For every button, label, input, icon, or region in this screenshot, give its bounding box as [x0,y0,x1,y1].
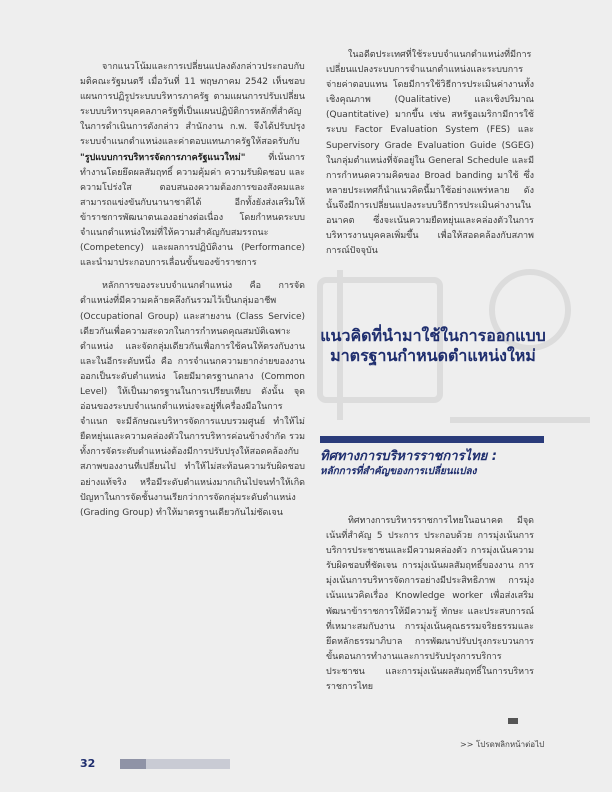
subsection-rule [320,436,544,443]
left-column [80,60,305,529]
page-number: 32 [80,757,96,770]
right-paragraph-top: ในอดีตประเทศที่ใช้ระบบจำแนกตำแหน่งที่มีการเปลี่ยนแปลงระบบการจำแนกตำแหน่งและระบบการจ่ายค่าตอบแทน โดยมีการใช้วิธีการประเมินค่างานทั้งเชิงคุณภาพ (Qualitative) และเชิงปริมาณ (Quantitative) มากขึ้น เช่น สหรัฐอเมริกามีการใช้ระบบ Factor Evaluation System (FES) และ Supervisory Grade Evaluation Guide (SGEG) ในกลุ่มตำแหน่งที่จัดอยู่ใน General Schedule และมีการกำหนดความคิดของ Broad banding มาใช้ ซึ่งหลายประเทศก็นำแนวคิดนี้มาใช้อย่างแพร่หลาย ดังนั้นจึงมีการเปลี่ยนแปลงระบบวิธีการประเมินค่างานในอนาคต ซึ่งจะเน้นความยืดหยุ่นและคล่องตัวในการบริหารงานบุคคลเพิ่มขึ้น เพื่อให้สอดคล้องกับสภาพการณ์ปัจจุบัน [326,50,534,257]
left-paragraph-1-text: จากแนวโน้มและการเปลี่ยนแปลงดังกล่าวประกอบกับมติคณะรัฐมนตรี เมื่อวันที่ 11 พฤษภาคม 2542 เห็นชอบแผนการปฏิรูประบบบริหารภาครัฐ ตามแผนการปรับเปลี่ยนระบบบริหารบุคคลภาครัฐที่เป็นแผนปฏิบัติการหลักที่สำคัญ ในการดำเนินการดังกล่าว สำนักงาน ก.พ. จึงได้ปรับปรุงระบบจำแนกตำแหน่งและค่าตอบแทนภาครัฐให้สอดรับกับ [80,62,305,148]
continued-note: >> โปรดพลิกหน้าต่อไป [460,740,545,749]
right-column-bottom [326,514,534,703]
subsection-title: ทิศทางการบริหารราชการไทย : [320,449,497,464]
left-paragraph-1-bold: "รูปแบบการบริหารจัดการภาครัฐแนวใหม่" [80,152,246,163]
left-paragraph-1 [80,60,305,271]
subsection-subtitle: หลักการที่สำคัญของการเปลี่ยนแปลง [320,466,477,477]
section-heading: แนวคิดที่นำมาใช้ในการออกแบบมาตรฐานกำหนดตำแหน่งใหม่ [320,326,546,365]
right-column-top [326,48,534,267]
subsection-header [320,436,544,479]
footer-logo-mark [120,759,146,769]
left-paragraph-1-rest: ที่เน้นการทำงานโดยยึดผลสัมฤทธิ์ ความคุ้มค่า ความรับผิดชอบ และความโปร่งใส ตอบสนองความต้องการของสังคมและสามารถแข่งขันกับนานาชาติได้ อีกทั้งยังส่งเสริมให้ข้าราชการพัฒนาตนเองอย่างต่อเนื่อง โดยกำหนดระบบจำแนกตำแหน่งใหม่ที่ให้ความสำคัญกับสมรรถนะ (Competency) และผลการปฏิบัติงาน (Performance) และนำมาประกอบการเลื่อนขั้นของข้าราชการ [80,152,305,269]
right-paragraph-bottom: ทิศทางการบริหารราชการไทยในอนาคต มีจุดเน้นที่สำคัญ 5 ประการ ประกอบด้วย การมุ่งเน้นการบริการประชาชนและมีความคล่องตัว การมุ่งเน้นความรับผิดชอบที่ชัดเจน การมุ่งเน้นผลสัมฤทธิ์ของงาน การมุ่งเน้นการบริหารจัดการอย่างมีประสิทธิภาพ การมุ่งเน้นแนวคิดเรื่อง Knowledge worker เพื่อส่งเสริมพัฒนาข้าราชการให้มีความรู้ ทักษะ และประสบการณ์ที่เหมาะสมกับงาน การมุ่งเน้นคุณธรรมจริยธรรมและยึดหลักธรรมาภิบาล การพัฒนาปรับปรุงกระบวนการขั้นตอนการทำงานและการปรับปรุงการบริการประชาชน และการมุ่งเน้นผลสัมฤทธิ์ในการบริหารราชการไทย [326,516,534,693]
end-mark-icon [508,718,518,724]
left-paragraph-2: หลักการของระบบจำแนกตำแหน่ง คือ การจัดตำแหน่งที่มีความคล้ายคลึงกันรวมไว้เป็นกลุ่มอาชีพ (Occupational Group) และสายงาน (Class Service) เดียวกันเพื่อความสะดวกในการกำหนดคุณสมบัติเฉพาะตำแหน่ง และจัดกลุ่มเดียวกันเพื่อการใช้คนให้ตรงกับงาน และในอีกระดับหนึ่ง คือ การจำแนกความยากง่ายของงานออกเป็นระดับตำแหน่ง โดยมีมาตรฐานกลาง (Common Level) ให้เป็นมาตรฐานในการเปรียบเทียบ ดังนั้น จุดอ่อนของระบบจำแนกตำแหน่งจะอยู่ที่เครื่องมือในการจำแนก จะมีลักษณะบริหารจัดการแบบรวมศูนย์ ทำให้ไม่ยืดหยุ่นและความคล่องตัวในการบริหารค่อนข้างจำกัด รวมทั้งการจัดระดับตำแหน่งต้องมีการปรับปรุงให้สอดคล้องกับสภาพของงานที่เปลี่ยนไป ทำให้ไม่สะท้อนความรับผิดชอบอย่างแท้จริง หรือมีระดับตำแหน่งมากเกินไปจนทำให้เกิดปัญหาในการจัดชั้นงานเรียกว่าการจัดกลุ่มระดับตำแหน่ง (Grading Group) ทำให้มาตรฐานเดียวกันไม่ชัดเจน [80,281,305,518]
